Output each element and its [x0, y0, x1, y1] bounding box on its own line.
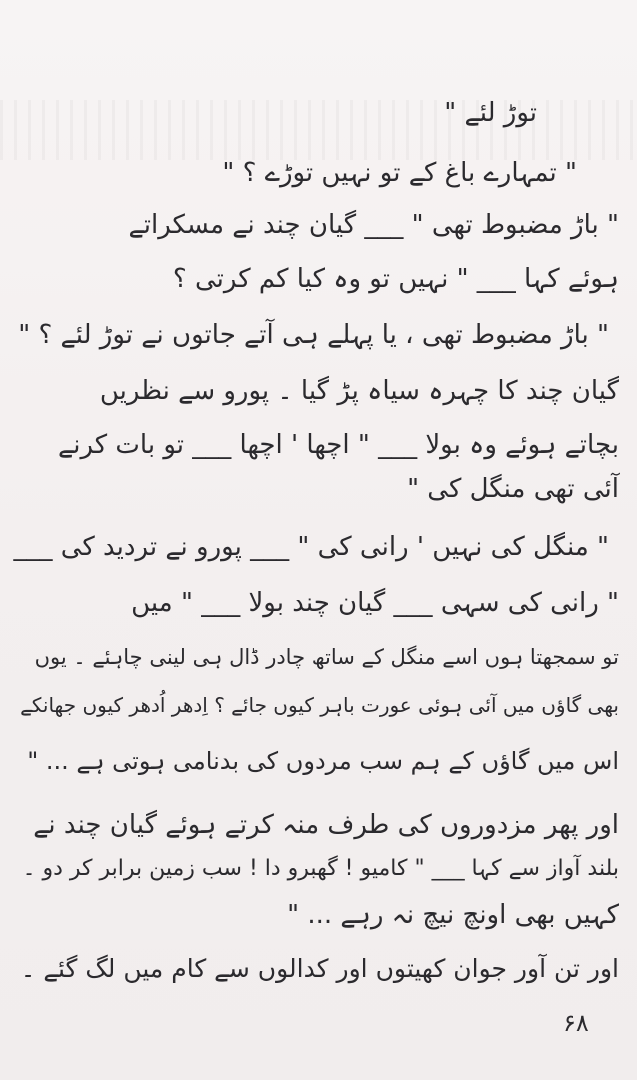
text-line: اور پھر مزدوروں کی طرف منہ کرتے ہوئے گیان چند نے [33, 810, 619, 840]
text-line: " تمہارے باغ کے تو نہیں توڑے ؟ " [222, 158, 577, 188]
text-line: بلند آواز سے کہا ___ " کامیو ! گھبرو دا ! سب زمین برابر کر دو ۔ [22, 856, 619, 881]
text-line: بچاتے ہوئے وہ بولا ___ " اچھا ' اچھا ___ تو بات کرنے [57, 430, 619, 460]
text-line: " باڑ مضبوط تھی ، یا پہلے ہی آتے جاتوں نے توڑ لئے ؟ " [18, 320, 609, 350]
text-line: اور تن آور جوان کھیتوں اور کدالوں سے کام میں لگ گئے ۔ [20, 954, 619, 983]
page-number: ۶۸ [563, 1009, 589, 1037]
text-line: " باڑ مضبوط تھی " ___ گیان چند نے مسکراتے [128, 210, 619, 240]
text-line: کہیں بھی اونچ نیچ نہ رہے ... " [287, 900, 619, 930]
text-line: اس میں گاؤں کے ہم سب مردوں کی بدنامی ہوتی ہے ... " [27, 747, 619, 775]
text-line: " منگل کی نہیں ' رانی کی " ___ پورو نے تردید کی ___ [13, 532, 609, 562]
text-line: توڑ لئے " [444, 98, 537, 128]
text-line: گیان چند کا چہرہ سیاہ پڑ گیا ۔ پورو سے نظریں [99, 376, 619, 406]
text-line: بھی گاؤں میں آئی ہوئی عورت باہر کیوں جائے ؟ اِدھر اُدھر کیوں جھانکے [20, 693, 619, 717]
text-line: تو سمجھتا ہوں اسے منگل کے ساتھ چادر ڈال ہی لینی چاہئے ۔ یوں [34, 645, 619, 669]
text-line: ہوئے کہا ___ " نہیں تو وہ کیا کم کرتی ؟ [172, 264, 619, 294]
text-line: " رانی کی سہی ___ گیان چند بولا ___ " میں [131, 588, 619, 618]
text-line: آئی تھی منگل کی " [407, 474, 619, 504]
